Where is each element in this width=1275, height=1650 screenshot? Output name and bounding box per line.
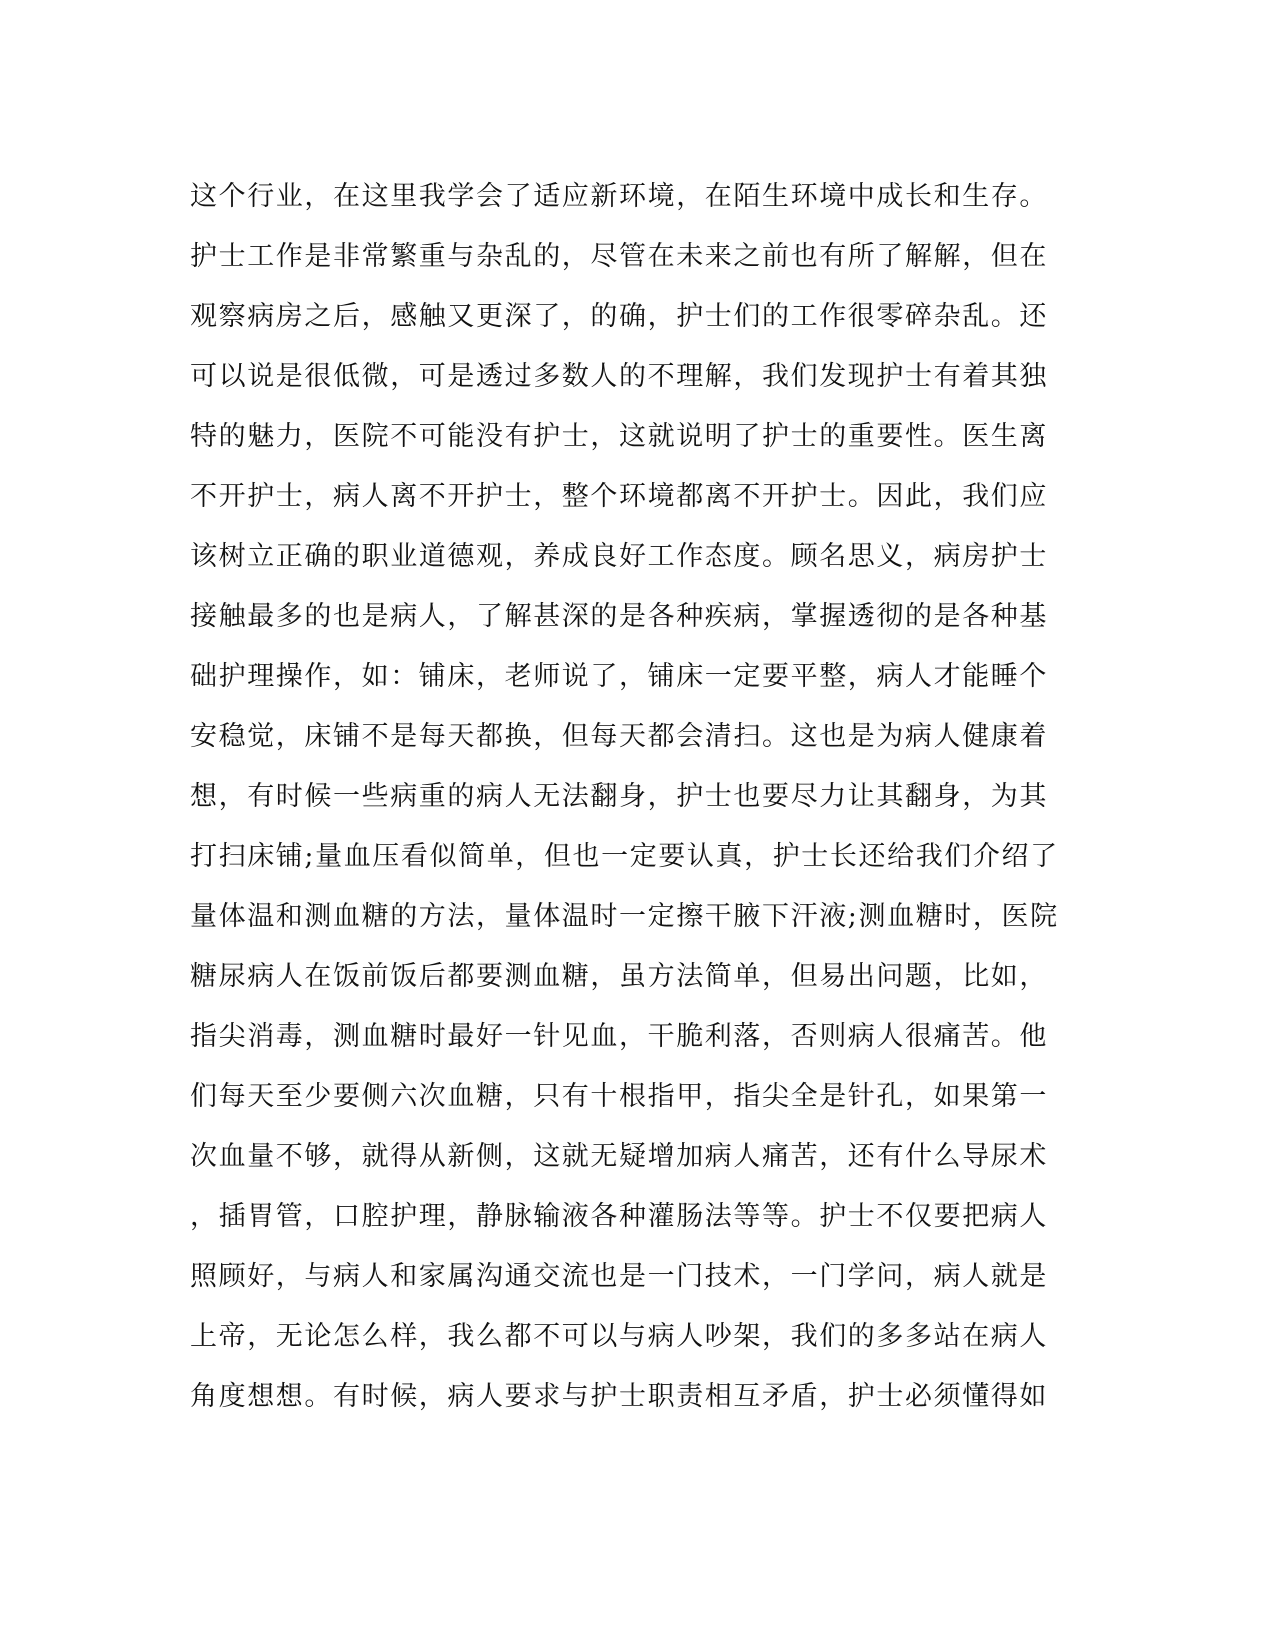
text-line-2: 护士工作是非常繁重与杂乱的，尽管在未来之前也有所了解解，但在 [190,241,1048,272]
text-line-3: 观察病房之后，感触又更深了，的确，护士们的工作很零碎杂乱。还 [190,301,1048,332]
text-line-12: 打扫床铺;量血压看似简单，但也一定要认真，护士长还给我们介绍了 [190,841,1059,872]
text-line-1: 这个行业，在这里我学会了适应新环境，在陌生环境中成长和生存。 [190,181,1048,212]
text-line-21: 角度想想。有时候，病人要求与护士职责相互矛盾，护士必须懂得如 [190,1381,1048,1412]
text-line-14: 糖尿病人在饭前饭后都要测血糖，虽方法简单，但易出问题，比如， [190,961,1048,992]
text-line-20: 上帝，无论怎么样，我么都不可以与病人吵架，我们的多多站在病人 [190,1321,1048,1352]
text-line-6: 不开护士，病人离不开护士，整个环境都离不开护士。因此，我们应 [190,481,1048,512]
text-line-9: 础护理操作，如：铺床，老师说了，铺床一定要平整，病人才能睡个 [190,661,1048,692]
text-line-5: 特的魅力，医院不可能没有护士，这就说明了护士的重要性。医生离 [190,421,1048,452]
text-line-18: ，插胃管，口腔护理，静脉输液各种灌肠法等等。护士不仅要把病人 [190,1201,1048,1232]
text-line-4: 可以说是很低微，可是透过多数人的不理解，我们发现护士有着其独 [190,361,1048,392]
text-line-8: 接触最多的也是病人，了解甚深的是各种疾病，掌握透彻的是各种基 [190,601,1048,632]
text-line-19: 照顾好，与病人和家属沟通交流也是一门技术，一门学问，病人就是 [190,1261,1048,1292]
text-line-10: 安稳觉，床铺不是每天都换，但每天都会清扫。这也是为病人健康着 [190,721,1048,752]
text-line-17: 次血量不够，就得从新侧，这就无疑增加病人痛苦，还有什么导尿术 [190,1141,1048,1172]
text-line-15: 指尖消毒，测血糖时最好一针见血，干脆利落，否则病人很痛苦。他 [190,1021,1048,1052]
text-line-13: 量体温和测血糖的方法，量体温时一定擦干腋下汗液;测血糖时，医院 [190,901,1059,932]
text-line-11: 想，有时候一些病重的病人无法翻身，护士也要尽力让其翻身，为其 [190,781,1048,812]
body-text [190,167,1070,1427]
text-line-16: 们每天至少要侧六次血糖，只有十根指甲，指尖全是针孔，如果第一 [190,1081,1048,1112]
text-line-7: 该树立正确的职业道德观，养成良好工作态度。顾名思义，病房护士 [190,541,1048,572]
